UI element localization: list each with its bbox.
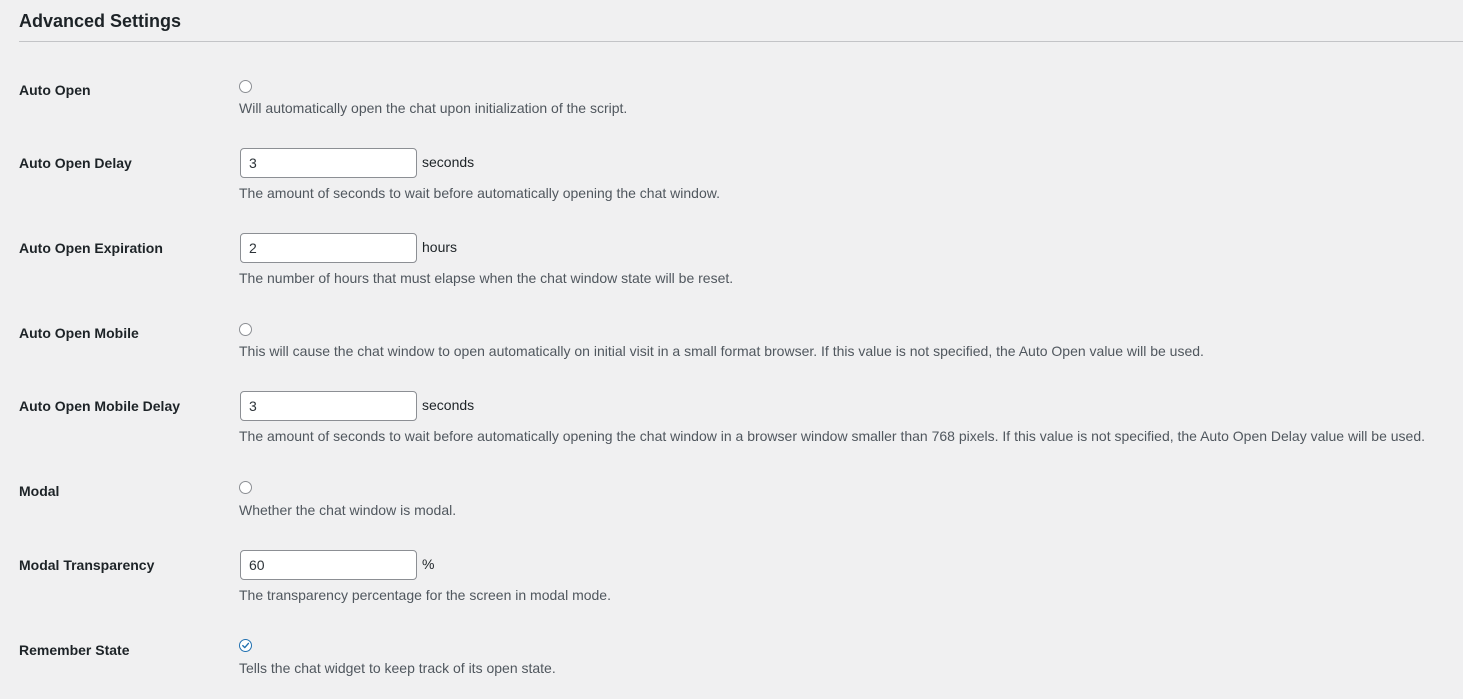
modal-transparency-unit: % bbox=[422, 556, 435, 572]
modal-transparency-label: Modal Transparency bbox=[19, 557, 155, 573]
auto-open-expiration-input[interactable]: 2 bbox=[240, 233, 417, 263]
modal-description: Whether the chat window is modal. bbox=[239, 502, 457, 518]
auto-open-expiration-unit: hours bbox=[422, 239, 458, 255]
remember-state-label: Remember State bbox=[19, 642, 130, 658]
auto-open-expiration-description: The number of hours that must elapse when the chat window state will be reset. bbox=[239, 270, 734, 286]
auto-open-mobile-delay-input[interactable]: 3 bbox=[240, 391, 417, 421]
checkmark-icon bbox=[241, 641, 250, 650]
modal-transparency-description: The transparency percentage for the screen in modal mode. bbox=[239, 587, 611, 603]
auto-open-delay-input[interactable]: 3 bbox=[240, 148, 417, 178]
auto-open-delay-unit: seconds bbox=[422, 154, 475, 170]
section-divider bbox=[19, 41, 1463, 42]
auto-open-mobile-delay-label: Auto Open Mobile Delay bbox=[19, 398, 181, 414]
auto-open-expiration-label: Auto Open Expiration bbox=[19, 240, 163, 256]
modal-toggle[interactable] bbox=[239, 481, 252, 494]
auto-open-mobile-label: Auto Open Mobile bbox=[19, 325, 139, 341]
remember-state-toggle[interactable] bbox=[239, 639, 252, 652]
auto-open-mobile-delay-unit: seconds bbox=[422, 397, 475, 413]
modal-transparency-input[interactable]: 60 bbox=[240, 550, 417, 580]
auto-open-delay-description: The amount of seconds to wait before automatically opening the chat window. bbox=[239, 185, 720, 201]
section-title: Advanced Settings bbox=[19, 11, 182, 31]
modal-label: Modal bbox=[19, 483, 60, 499]
auto-open-toggle[interactable] bbox=[239, 80, 252, 93]
auto-open-mobile-description: This will cause the chat window to open automatically on initial visit in a small format browser. If this value is not specified, the Auto Open value will be used. bbox=[239, 343, 1204, 359]
auto-open-mobile-toggle[interactable] bbox=[239, 323, 252, 336]
auto-open-delay-label: Auto Open Delay bbox=[19, 155, 132, 171]
auto-open-label: Auto Open bbox=[19, 82, 91, 98]
remember-state-description: Tells the chat widget to keep track of its open state. bbox=[239, 660, 556, 676]
auto-open-mobile-delay-description: The amount of seconds to wait before automatically opening the chat window in a browser window smaller than 768 pixels. If this value is not specified, the Auto Open Delay value will be used. bbox=[239, 428, 1425, 444]
auto-open-description: Will automatically open the chat upon initialization of the script. bbox=[239, 100, 628, 116]
